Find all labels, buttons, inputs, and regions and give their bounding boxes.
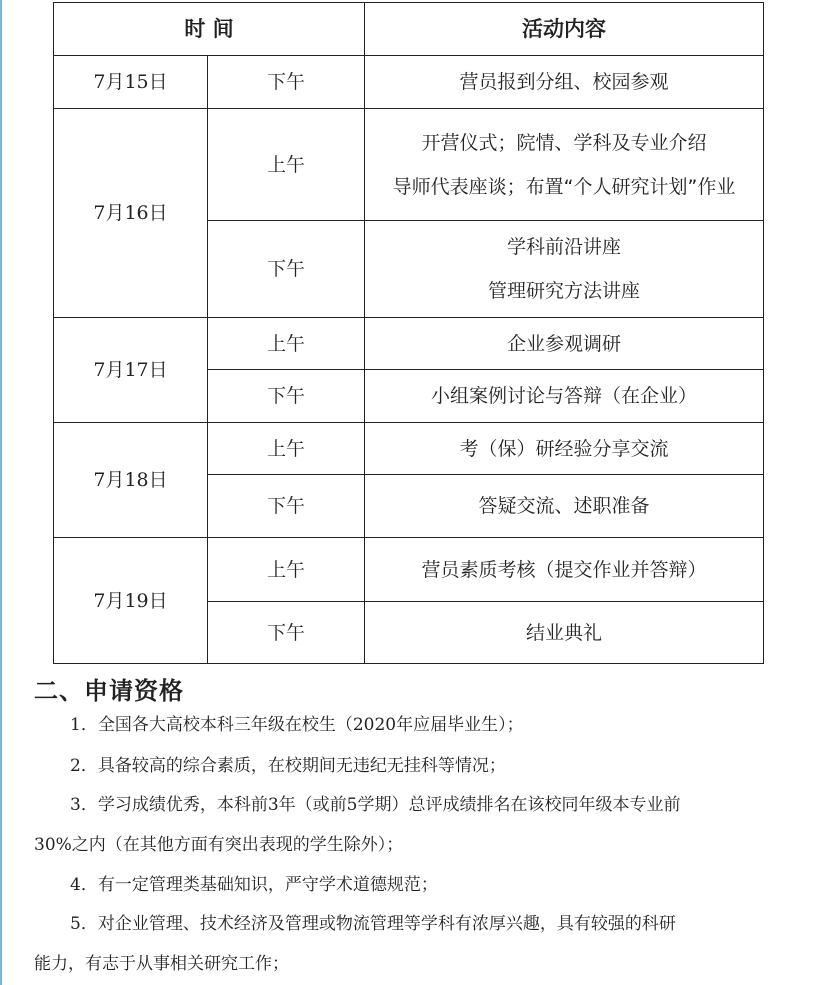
content-line: 营员报到分组、校园参观: [459, 71, 669, 93]
requirement-item: 5．对企业管理、技术经济及管理或物流管理等学科有浓厚兴趣，具有较强的科研: [70, 914, 676, 934]
requirement-item: 1．全国各大高校本科三年级在校生（2020年应届毕业生）；: [70, 715, 524, 735]
date-cell: 7月15日: [54, 56, 208, 109]
content-cell: [365, 109, 764, 221]
content-line: 小组案例讨论与答辩（在企业）: [430, 385, 697, 407]
content-cell: [365, 318, 764, 370]
table-row: [54, 109, 764, 221]
period-cell: 上午: [208, 109, 365, 221]
table-row: [54, 538, 764, 602]
header-content: 活动内容: [365, 3, 764, 56]
table-row: [54, 423, 764, 475]
period-cell: 下午: [208, 475, 365, 538]
content-line: 企业参观调研: [506, 332, 621, 355]
period-cell: 下午: [208, 221, 365, 318]
requirement-item: 2．具备较高的综合素质，在校期间无违纪无挂科等情况；: [70, 756, 506, 776]
date-cell: 7月17日: [54, 318, 208, 423]
period-cell: 下午: [208, 370, 365, 423]
content-line: 营员素质考核（提交作业并答辩）: [421, 558, 707, 581]
content-cell: [365, 475, 764, 538]
content-cell: [365, 370, 764, 423]
content-line: 考（保）研经验分享交流: [459, 437, 669, 460]
requirement-item: 4．有一定管理类基础知识，严守学术道德规范；: [70, 875, 438, 895]
requirement-item: 3．学习成绩优秀，本科前3年（或前5学期）总评成绩排名在该校同年级本专业前: [70, 795, 681, 815]
date-cell: 7月16日: [54, 109, 208, 318]
content-cell: [365, 538, 764, 602]
content-line: 答疑交流、述职准备: [478, 495, 650, 517]
table-row: [54, 318, 764, 370]
content-line: 开营仪式；院情、学科及专业介绍: [421, 131, 707, 154]
period-cell: 上午: [208, 318, 365, 370]
section-title: 二、申请资格: [34, 677, 184, 705]
date-cell: 7月19日: [54, 538, 208, 664]
requirement-item-continued: 30%之内（在其他方面有突出表现的学生除外）；: [34, 835, 404, 855]
period-cell: 下午: [208, 602, 365, 664]
content-cell: [365, 221, 764, 318]
requirement-item-continued: 能力，有志于从事相关研究工作；: [34, 954, 289, 974]
schedule-table: [53, 2, 764, 664]
header-time: 时 间: [54, 3, 365, 56]
content-line: 导师代表座谈；布置“个人研究计划”作业: [392, 175, 736, 198]
content-cell: [365, 602, 764, 664]
content-line: 结业典礼: [525, 621, 602, 644]
period-cell: 上午: [208, 538, 365, 602]
content-cell: [365, 56, 764, 109]
table-row: [54, 56, 764, 109]
date-cell: 7月18日: [54, 423, 208, 538]
period-cell: 上午: [208, 423, 365, 475]
content-line: 管理研究方法讲座: [487, 280, 640, 302]
table-header-row: [54, 3, 764, 56]
content-cell: [365, 423, 764, 475]
content-line: 学科前沿讲座: [506, 236, 621, 258]
page-left-border: [0, 0, 2, 985]
period-cell: 下午: [208, 56, 365, 109]
